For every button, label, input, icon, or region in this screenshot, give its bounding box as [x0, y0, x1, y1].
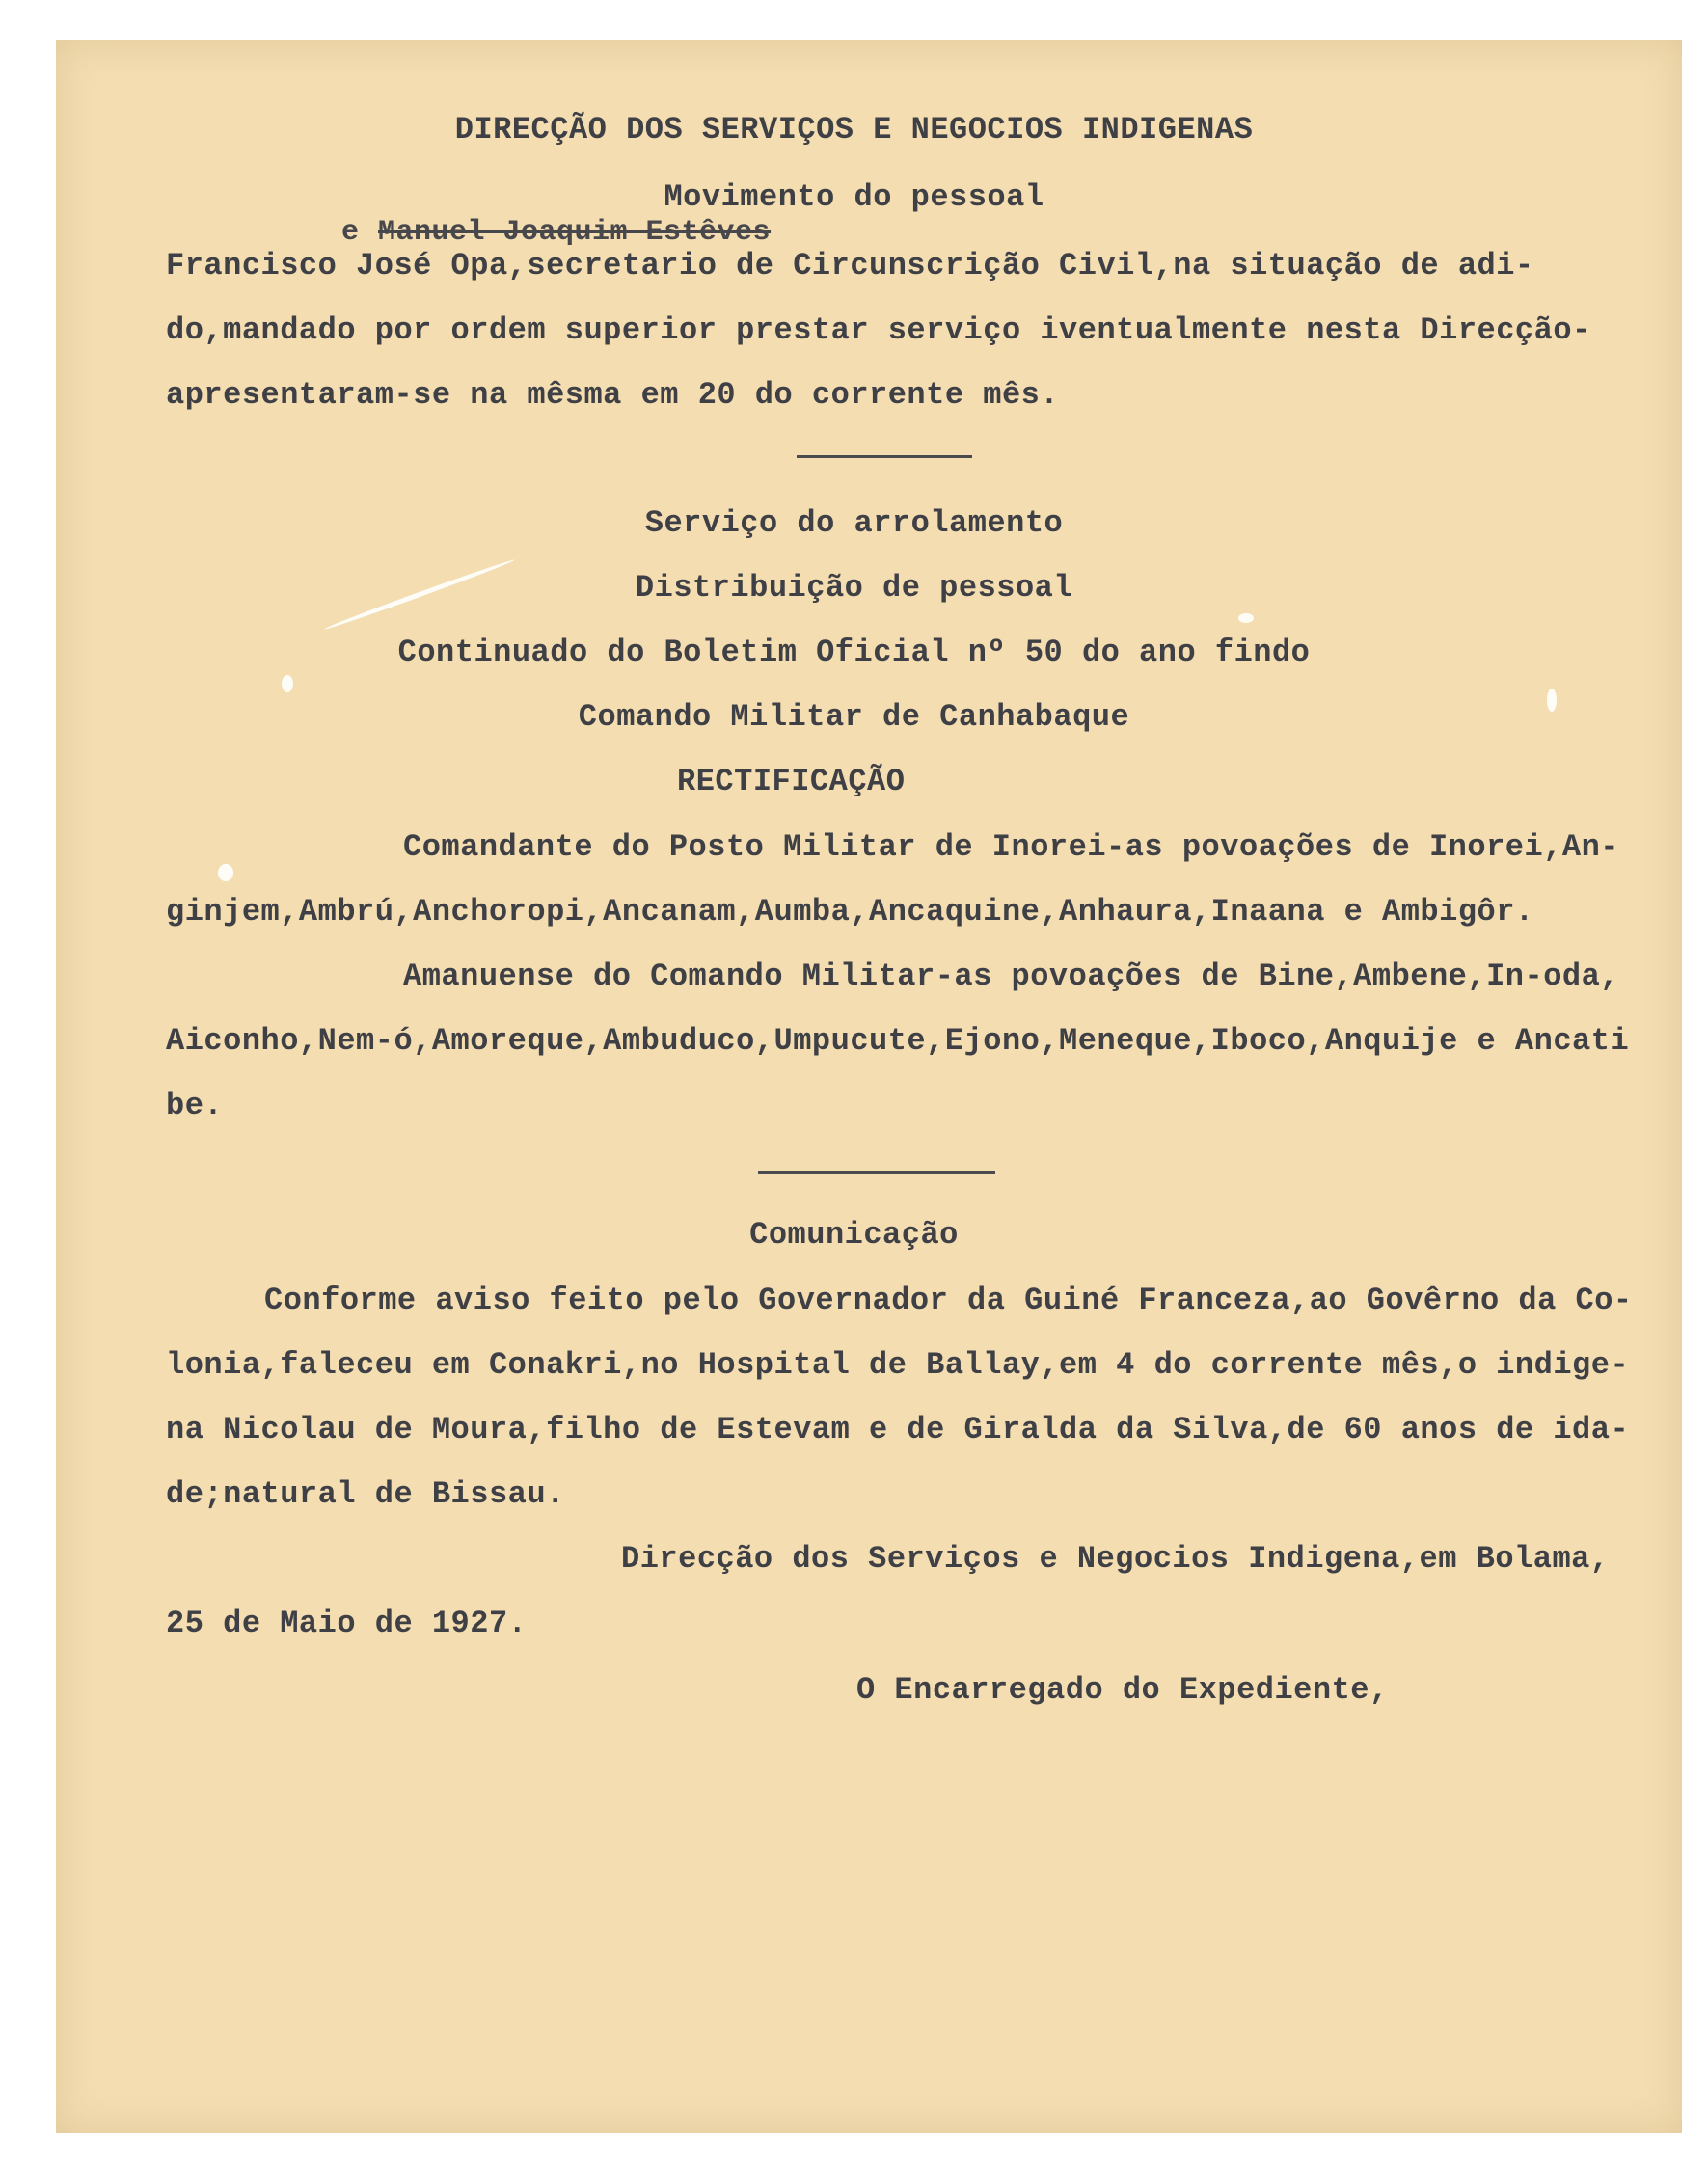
insertion-name: Manuel Joaquim Estêves	[378, 216, 772, 249]
paragraph-line: apresentaram-se na mêsma em 20 do corrente mês.	[166, 377, 1060, 413]
paragraph-line: do,mandado por ordem superior prestar serviço iventualmente nesta Direcção-	[166, 312, 1591, 348]
paper-scratch	[218, 864, 233, 881]
section-divider	[797, 455, 972, 458]
paragraph-line: ginjem,Ambrú,Anchoropi,Ancanam,Aumba,Ancaquine,Anhaura,Inaana e Ambigôr.	[166, 894, 1534, 930]
section-divider	[758, 1171, 995, 1174]
insertion-prefix: e	[341, 216, 360, 249]
paragraph-line: lonia,faleceu em Conakri,no Hospital de Ballay,em 4 do corrente mês,o indige-	[166, 1347, 1630, 1383]
closing-place: Direcção dos Serviços e Negocios Indigena,em Bolama,	[621, 1541, 1610, 1577]
paragraph-line: Comandante do Posto Militar de Inorei-as povoações de Inorei,An-	[403, 829, 1619, 865]
section-heading: Distribuição de pessoal	[635, 570, 1073, 606]
paragraph-line: Francisco José Opa,secretario de Circunscrição Civil,na situação de adi-	[166, 248, 1534, 284]
document-title: DIRECÇÃO DOS SERVIÇOS E NEGOCIOS INDIGENAS	[454, 112, 1254, 148]
paragraph-line: Amanuense do Comando Militar-as povoações de Bine,Ambene,In-oda,	[403, 958, 1619, 994]
section-heading: Serviço do arrolamento	[644, 505, 1064, 541]
signature-title: O Encarregado do Expediente,	[856, 1672, 1389, 1708]
paragraph-line: na Nicolau de Moura,filho de Estevam e de Giralda da Silva,de 60 anos de ida-	[166, 1412, 1630, 1447]
section-heading: Comando Militar de Canhabaque	[578, 699, 1130, 735]
document-page	[56, 40, 1682, 2133]
closing-date: 25 de Maio de 1927.	[166, 1606, 528, 1641]
paragraph-line: de;natural de Bissau.	[166, 1476, 565, 1512]
paper-scratch	[282, 675, 293, 692]
paragraph-line: Conforme aviso feito pelo Governador da Guiné Franceza,ao Govêrno da Co-	[264, 1282, 1633, 1318]
section-heading-personnel: Movimento do pessoal	[664, 179, 1044, 215]
paper-scratch	[1238, 613, 1254, 623]
section-heading: Continuado do Boletim Oficial nº 50 do ano findo	[397, 634, 1311, 670]
section-heading-rectification: RECTIFICAÇÃO	[677, 764, 906, 799]
paragraph-line: Aiconho,Nem-ó,Amoreque,Ambuduco,Umpucute,Ejono,Meneque,Iboco,Anquije e Ancati	[166, 1023, 1630, 1059]
section-heading-communication: Comunicação	[749, 1217, 959, 1253]
paragraph-line: be.	[166, 1088, 224, 1123]
